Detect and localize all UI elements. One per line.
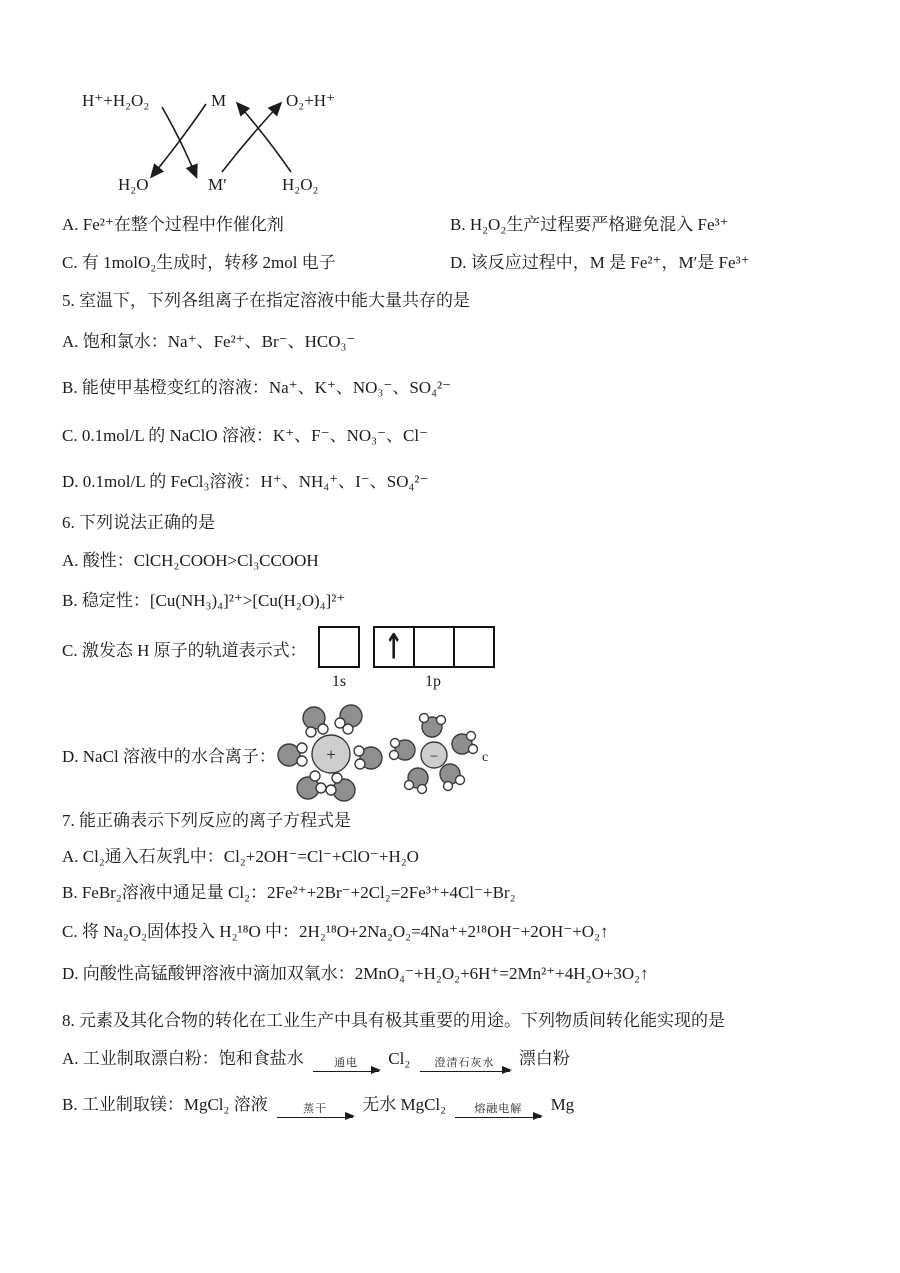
cycle-label-peroxide: H₂O₂ [282, 175, 319, 194]
orbital-group-1p [373, 626, 495, 668]
cycle-arrow-right-up-right [222, 104, 280, 172]
arrow-line-icon [313, 1071, 379, 1072]
orbital-box-1p-1 [373, 626, 415, 668]
electron-up-arrow-icon: ↑ [384, 625, 404, 667]
q8-option-b [62, 1094, 574, 1118]
q5-option-b: B. 能使甲基橙变红的溶液：Na⁺、K⁺、NO₃⁻、SO₄²⁻ [62, 378, 452, 397]
q6-option-d-label: D. NaCl 溶液中的水合离子： [62, 747, 276, 766]
q6-stem: 6. 下列说法正确的是 [62, 513, 215, 532]
cycle-arrow-right-up-left [238, 104, 291, 172]
q5-stem: 5. 室温下，下列各组离子在指定溶液中能大量共存的是 [62, 291, 470, 310]
cycle-label-product: O₂+H⁺ [286, 91, 336, 110]
arrow-line-icon [277, 1117, 353, 1118]
hydrated-ions-diagram [276, 698, 506, 806]
q5-option-a: A. 饱和氯水：Na⁺、Fe²⁺、Br⁻、HCO₃⁻ [62, 332, 356, 351]
q8-option-a-prefix: A. 工业制取漂白粉：饱和食盐水 [62, 1049, 304, 1068]
q4-option-b: B. H₂O₂生产过程要严格避免混入 Fe³⁺ [450, 215, 729, 234]
q8-option-a [62, 1048, 570, 1072]
arrow-line-icon [420, 1071, 510, 1072]
cation-sign: + [326, 745, 336, 764]
reaction-arrow-molten-electrolysis [455, 1103, 541, 1118]
cycle-label-reactant: H⁺+H₂O₂ [82, 91, 150, 110]
q8-option-b-intermediate: 无水 MgCl₂ [362, 1095, 447, 1114]
orbital-label-1p: 1p [425, 673, 441, 690]
q8-option-a-product: 漂白粉 [518, 1049, 570, 1068]
q7-option-b: B. FeBr₂溶液中通足量 Cl₂：2Fe²⁺+2Br⁻+2Cl₂=2Fe³⁺+4Cl⁻+Br₂ [62, 883, 516, 902]
reaction-arrow-electrolysis [313, 1057, 379, 1072]
reaction-arrow-limewater [420, 1057, 510, 1072]
reaction-arrow-label: 澄清石灰水 [434, 1057, 495, 1069]
q6-option-c-label: C. 激发态 H 原子的轨道表示式： [62, 641, 307, 660]
cycle-label-m-prime: M′ [208, 175, 227, 194]
q7-stem: 7. 能正确表示下列反应的离子方程式是 [62, 811, 351, 830]
q8-stem: 8. 元素及其化合物的转化在工业生产中具有极其重要的用途。下列物质间转化能实现的是 [62, 1011, 725, 1030]
q8-option-b-product: Mg [550, 1095, 575, 1114]
q7-option-a: A. Cl₂通入石灰乳中：Cl₂+2OH⁻=Cl⁻+ClO⁻+H₂O [62, 847, 419, 866]
q6-option-b: B. 稳定性：[Cu(NH₃)₄]²⁺>[Cu(H₂O)₄]²⁺ [62, 591, 346, 610]
q5-option-d: D. 0.1mol/L 的 FeCl₃溶液：H⁺、NH₄⁺、I⁻、SO₄²⁻ [62, 472, 429, 491]
q6-option-a: A. 酸性：ClCH₂COOH>Cl₃CCOOH [62, 551, 319, 570]
reaction-arrow-evaporate [277, 1103, 353, 1118]
hydrated-cation-cluster [278, 705, 382, 801]
orbital-box-1s [318, 626, 360, 668]
q4-option-a: A. Fe²⁺在整个过程中作催化剂 [62, 215, 284, 234]
q8-option-b-prefix: B. 工业制取镁：MgCl₂ 溶液 [62, 1095, 268, 1114]
cluster-caption: c [482, 750, 489, 765]
orbital-diagram [318, 626, 508, 696]
reaction-arrow-label: 蒸干 [302, 1103, 327, 1115]
reaction-arrow-label: 通电 [334, 1057, 359, 1069]
q4-option-d: D. 该反应过程中，M 是 Fe²⁺，M′是 Fe³⁺ [450, 253, 750, 272]
hydrated-anion-cluster [390, 714, 478, 794]
q7-option-c: C. 将 Na₂O₂固体投入 H₂¹⁸O 中：2H₂¹⁸O+2Na₂O₂=4Na⁺+2¹⁸OH⁻+2OH⁻+O₂↑ [62, 922, 609, 941]
cycle-label-m: M [211, 91, 227, 110]
q8-option-a-intermediate: Cl₂ [388, 1049, 411, 1068]
orbital-box-1p-3 [453, 626, 495, 668]
orbital-box-1p-2 [413, 626, 455, 668]
q4-option-c: C. 有 1molO₂生成时，转移 2mol 电子 [62, 253, 336, 272]
arrow-line-icon [455, 1117, 541, 1118]
anion-sign: − [429, 749, 439, 765]
q7-option-d: D. 向酸性高锰酸钾溶液中滴加双氧水：2MnO₄⁻+H₂O₂+6H⁺=2Mn²⁺+4H₂O+3O₂↑ [62, 964, 649, 983]
q5-option-c: C. 0.1mol/L 的 NaClO 溶液：K⁺、F⁻、NO₃⁻、Cl⁻ [62, 426, 429, 445]
reaction-arrow-label: 熔融电解 [474, 1103, 523, 1115]
catalytic-cycle-diagram [70, 80, 400, 210]
cycle-label-water: H₂O [118, 175, 149, 194]
orbital-label-1s: 1s [331, 673, 347, 690]
